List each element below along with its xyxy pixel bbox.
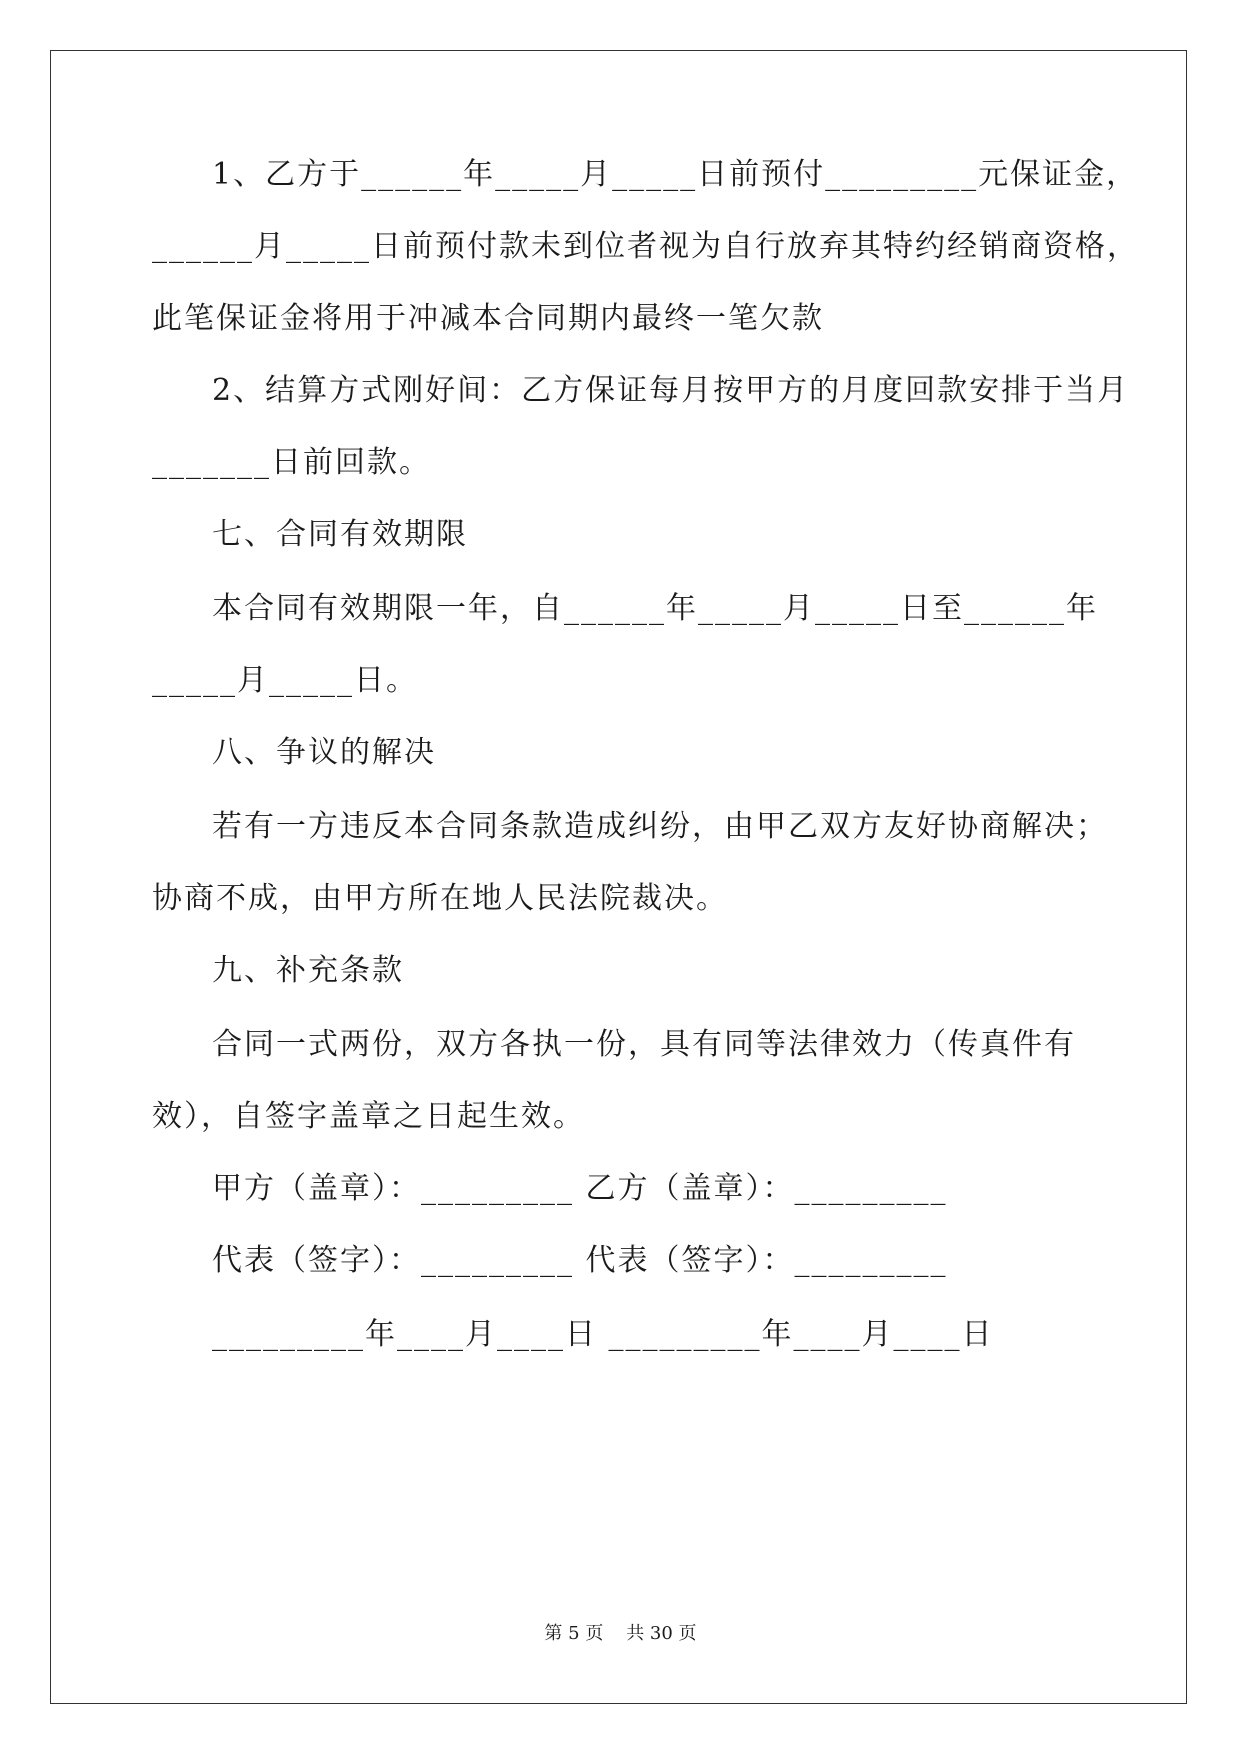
section-8-line-2: 协商不成，由甲方所在地人民法院裁决。: [152, 881, 728, 916]
seal-line: 甲方（盖章）：_________ 乙方（盖章）：_________: [212, 1171, 948, 1206]
section-8-line-1: 若有一方违反本合同条款造成纠纷，由甲乙双方友好协商解决；: [212, 809, 1108, 844]
section-7-line-2: _____月_____日。: [152, 663, 418, 698]
section-9-line-2: 效），自签字盖章之日起生效。: [152, 1099, 585, 1134]
clause-2-line-1: 2、结算方式刚好间：乙方保证每月按甲方的月度回款安排于当月: [212, 373, 1130, 408]
section-8-heading: 八、争议的解决: [212, 735, 436, 770]
signature-line: 代表（签字）：_________ 代表（签字）：_________: [212, 1243, 948, 1278]
section-9-heading: 九、补充条款: [212, 953, 404, 988]
date-line: _________年____月____日 _________年____月____日: [212, 1317, 994, 1352]
section-7-heading: 七、合同有效期限: [212, 517, 468, 552]
clause-1-line-3: 此笔保证金将用于冲减本合同期内最终一笔欠款: [152, 301, 824, 336]
section-7-line-1: 本合同有效期限一年，自______年_____月_____日至______年: [212, 591, 1098, 626]
section-9-line-1: 合同一式两份，双方各执一份，具有同等法律效力（传真件有: [212, 1027, 1076, 1062]
clause-1-line-1: 1、乙方于______年_____月_____日前预付_________元保证金，: [212, 157, 1139, 192]
clause-1-line-2: ______月_____日前预付款未到位者视为自行放弃其特约经销商资格，: [152, 229, 1139, 264]
page-number-footer: 第 5 页 共 30 页: [544, 1623, 697, 1644]
clause-2-line-2: _______日前回款。: [152, 445, 431, 480]
